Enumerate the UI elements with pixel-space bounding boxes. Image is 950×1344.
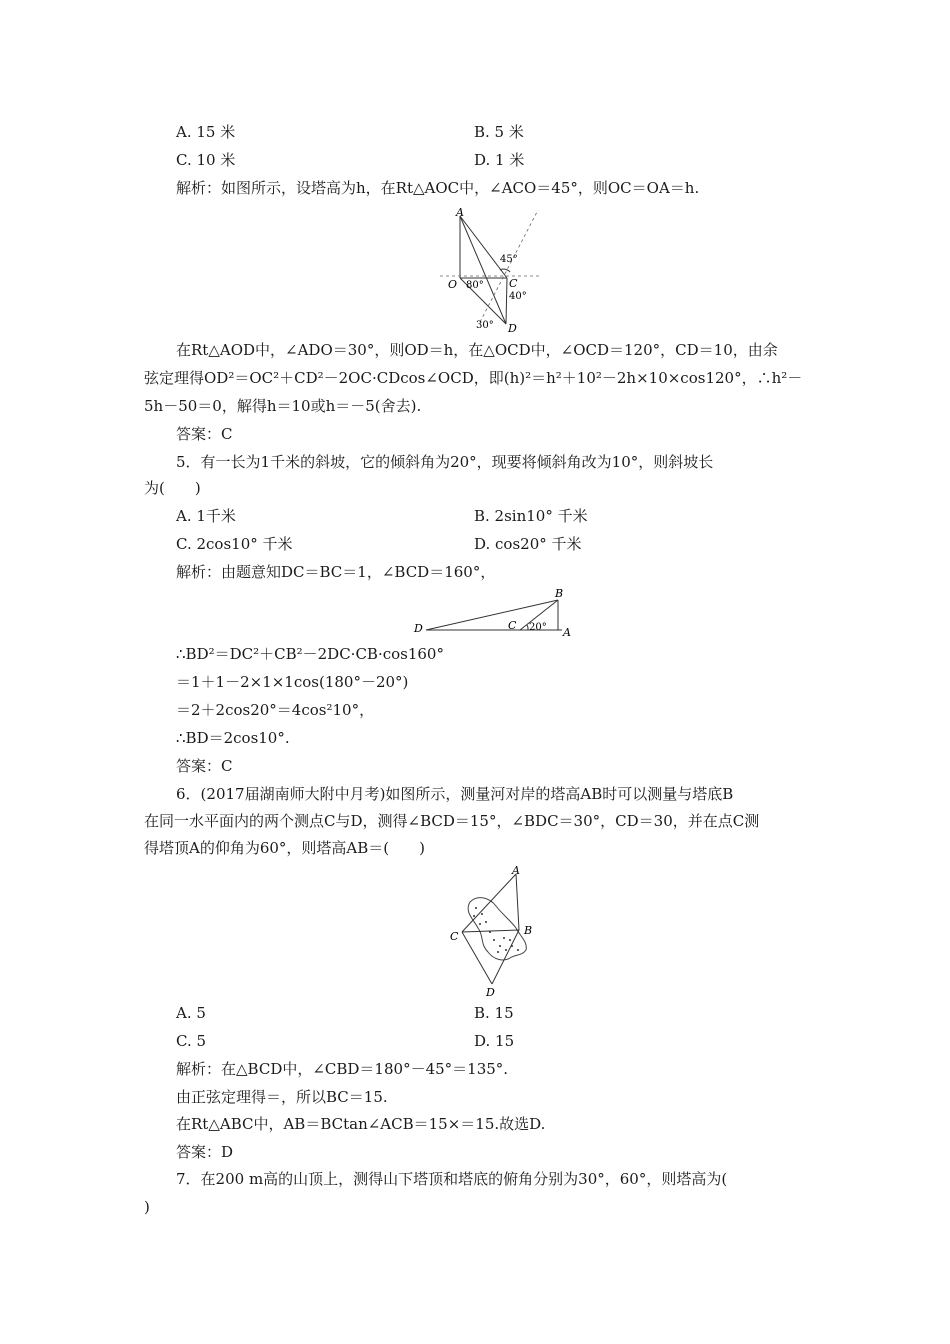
q5-equation-2: ＝1＋1－2×1×1cos(180°－20°) (176, 673, 409, 691)
q6-solution-line-2: 由正弦定理得＝，所以BC＝15. (176, 1088, 388, 1106)
q4-fig-label-d: D (508, 322, 517, 335)
q4-option-d: D. 1 米 (474, 151, 525, 169)
q6-fig-line-ab (516, 874, 519, 930)
q4-fig-line-cd (506, 278, 507, 324)
q5-equation-1: ∴BD²＝DC²＋CB²－2DC·CB·cos160° (176, 645, 444, 663)
q6-figure (444, 862, 554, 1000)
q4-fig-angle-40: 40° (509, 291, 527, 302)
q4-fig-direction (480, 210, 538, 322)
q5-fig-label-b: B (555, 587, 564, 600)
q4-option-a: A. 15 米 (176, 123, 236, 141)
q6-answer: 答案：D (176, 1143, 234, 1161)
q7-stem-line-2: ) (144, 1198, 150, 1216)
q6-option-a: A. 5 (176, 1004, 206, 1022)
q6-fig-label-b: B (524, 924, 533, 937)
q4-fig-angle-80: 80° (466, 280, 484, 291)
q4-answer: 答案：C (176, 425, 233, 443)
q5-equation-3: ＝2＋2cos20°＝4cos²10°， (176, 701, 375, 719)
q4-fig-label-c: C (509, 277, 518, 290)
q4-fig-line-ac (460, 216, 507, 278)
q4-fig-line-ad (460, 216, 506, 324)
q5-fig-label-d: D (414, 622, 423, 635)
q5-solution-line-1: 解析：由题意知DC＝BC＝1，∠BCD＝160°， (176, 563, 496, 581)
q5-option-b: B. 2sin10° 千米 (474, 507, 588, 525)
q5-stem-line-1: 5．有一长为1千米的斜坡，它的倾斜角为20°，现要将倾斜角改为10°，则斜坡长 (176, 453, 714, 471)
q6-fig-label-c: C (450, 930, 459, 943)
q5-option-d: D. cos20° 千米 (474, 535, 582, 553)
q5-fig-angle-20: 20° (529, 622, 547, 633)
q4-solution-line-1: 解析：如图所示，设塔高为h，在Rt△AOC中，∠ACO＝45°，则OC＝OA＝h. (176, 179, 700, 197)
q6-stem-line-1: 6．(2017届湖南师大附中月考)如图所示，测量河对岸的塔高AB时可以测量与塔底B (176, 785, 734, 803)
q5-stem-line-2: 为( ) (144, 479, 201, 497)
q5-option-a: A. 1千米 (176, 507, 236, 525)
q6-stem-line-3: 得塔顶A的仰角为60°，则塔高AB＝( ) (144, 839, 425, 857)
q5-answer: 答案：C (176, 757, 233, 775)
q5-figure (410, 586, 580, 638)
q4-fig-angle-45: 45° (500, 254, 518, 265)
q6-solution-line-1: 解析：在△BCD中，∠CBD＝180°－45°＝135°. (176, 1060, 509, 1078)
q4-solution-line-4: 5h－50＝0，解得h＝10或h＝－5(舍去). (144, 397, 422, 415)
q4-solution-line-3: 弦定理得OD²＝OC²＋CD²－2OC·CDcos∠OCD，即(h)²＝h²＋10²－2h×10×cos120°，∴h²－ (144, 369, 803, 387)
q6-option-b: B. 15 (474, 1004, 514, 1022)
q5-option-c: C. 2cos10° 千米 (176, 535, 293, 553)
q4-solution-line-2: 在Rt△AOD中，∠ADO＝30°，则OD＝h，在△OCD中，∠OCD＝120°，CD＝10，由余 (176, 341, 778, 359)
q4-option-b: B. 5 米 (474, 123, 524, 141)
q6-fig-label-d: D (486, 986, 495, 999)
q4-figure (430, 204, 550, 336)
q6-option-c: C. 5 (176, 1032, 207, 1050)
q6-solution-line-3: 在Rt△ABC中，AB＝BCtan∠ACB＝15×＝15.故选D. (176, 1115, 546, 1133)
q5-fig-label-a: A (563, 626, 571, 639)
q6-stem-line-2: 在同一水平面内的两个测点C与D，测得∠BCD＝15°，∠BDC＝30°，CD＝30，并在点C测 (144, 812, 760, 830)
q4-fig-label-o: O (448, 278, 458, 291)
q6-fig-label-a: A (512, 864, 520, 877)
q6-option-d: D. 15 (474, 1032, 515, 1050)
q5-equation-4: ∴BD＝2cos10°. (176, 729, 290, 747)
q4-fig-angle-30: 30° (476, 320, 494, 331)
q5-fig-angle-arc (527, 625, 528, 630)
q7-stem-line-1: 7．在200 m高的山顶上，测得山下塔顶和塔底的俯角分别为30°，60°，则塔高为( (176, 1170, 728, 1188)
q4-fig-label-a: A (456, 206, 464, 219)
q4-option-c: C. 10 米 (176, 151, 236, 169)
q5-fig-label-c: C (508, 619, 517, 632)
